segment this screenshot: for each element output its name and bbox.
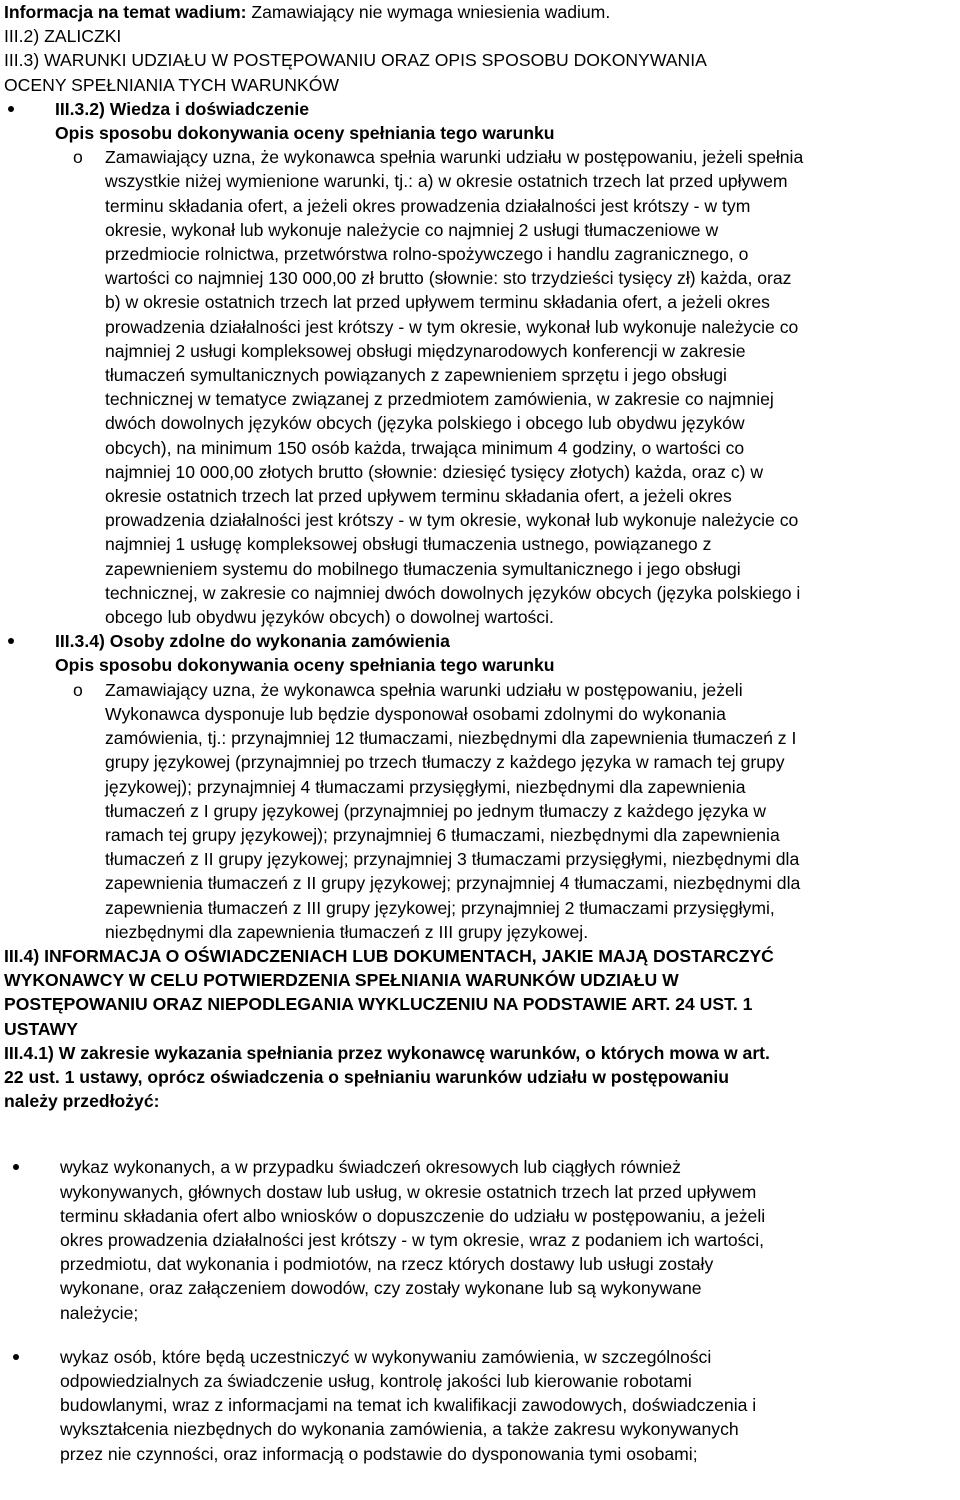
section-334-body xyxy=(4,678,956,944)
section-334 xyxy=(4,629,956,653)
paragraph-line: b) w okresie ostatnich trzech lat przed upływem terminu składania ofert, a jeżeli okres xyxy=(105,292,770,313)
bullet-icon xyxy=(8,638,14,644)
paragraph-line: tłumaczeń symultanicznych powiązanych z zapewnieniem sprzętu i jego obsługi xyxy=(105,365,727,386)
section-3-heading-line2: OCENY SPEŁNIANIA TYCH WARUNKÓW xyxy=(4,74,339,95)
paragraph-line: obcych), na minimum 150 osób każda, trwająca minimum 4 godziny, o wartości co xyxy=(105,437,745,458)
list-item-line: wykaz osób, które będą uczestniczyć w wykonywaniu zamówienia, w szczególności xyxy=(60,1346,712,1367)
paragraph-line: najmniej 10 000,00 złotych brutto (słownie: dziesięć tysięcy złotych) każda, oraz c) w xyxy=(105,461,764,482)
circle-bullet-icon: o xyxy=(73,679,83,700)
paragraph-line: zamówienia, tj.: przynajmniej 12 tłumaczami, niezbędnymi dla zapewnienia tłumaczeń z I xyxy=(105,728,797,749)
zaliczki-heading: III.2) ZALICZKI xyxy=(4,26,122,47)
paragraph-line: dwóch dowolnych języków obcych (języka polskiego i obcego lub obydwu języków xyxy=(105,413,745,434)
list-item xyxy=(4,1345,956,1466)
paragraph-line: niezbędnymi dla zapewnienia tłumaczeń z III grupy językowej. xyxy=(105,921,589,942)
section-332-opis: Opis sposobu dokonywania oceny spełniania tego warunku xyxy=(55,123,555,144)
paragraph-line: Zamawiający uzna, że wykonawca spełnia warunki udziału w postępowaniu, jeżeli spełnia xyxy=(105,147,804,168)
section-332-title: III.3.2) Wiedza i doświadczenie xyxy=(55,98,310,119)
list-item-line: odpowiedzialnych za świadczenie usług, kontrolę jakości lub kierowanie robotami xyxy=(60,1370,692,1391)
list-item xyxy=(4,1155,956,1324)
section-3-heading-line1: III.3) WARUNKI UDZIAŁU W POSTĘPOWANIU ORAZ OPIS SPOSOBU DOKONYWANIA xyxy=(4,50,707,71)
list-item-line: przez nie czynności, oraz informacją o podstawie do dysponowania tymi osobami; xyxy=(60,1443,698,1464)
section-334-opis: Opis sposobu dokonywania oceny spełniania tego warunku xyxy=(55,655,555,676)
paragraph-line: okresie, wykonał lub wykonuje należycie co najmniej 2 usługi tłumaczeniowe w xyxy=(105,219,719,240)
paragraph-line: Zamawiający uzna, że wykonawca spełnia warunki udziału w postępowaniu, jeżeli xyxy=(105,679,743,700)
section-341-line: III.4.1) W zakresie wykazania spełniania przez wykonawcę warunków, o których mowa w art. xyxy=(4,1042,770,1063)
paragraph-line: najmniej 1 usługę kompleksowej obsługi tłumaczenia ustnego, powiązanego z xyxy=(105,534,712,555)
paragraph-line: najmniej 2 usługi kompleksowej obsługi międzynarodowych konferencji w zakresie xyxy=(105,340,746,361)
list-item-line: wykonywanych, głównych dostaw lub usług, w okresie ostatnich trzech lat przed upływem xyxy=(60,1181,757,1202)
paragraph-line: Wykonawca dysponuje lub będzie dysponował osobami zdolnymi do wykonania xyxy=(105,703,726,724)
section-332 xyxy=(4,97,956,145)
list-item-line: wykonane, oraz załączeniem dowodów, czy zostały wykonane lub są wykonywane xyxy=(60,1278,702,1299)
section-332-body xyxy=(4,145,956,629)
section-34-title-line: WYKONAWCY W CELU POTWIERDZENIA SPEŁNIANIA WARUNKÓW UDZIAŁU W xyxy=(4,970,679,991)
paragraph-line: zapewnienia tłumaczeń z II grupy językowej; przynajmniej 4 tłumaczami, niezbędnymi dla xyxy=(105,873,801,894)
list-item-line: okres prowadzenia działalności jest krótszy - w tym okresie, wraz z podaniem ich wartości, xyxy=(60,1229,765,1250)
paragraph-line: przedmiocie rolnictwa, przetwórstwa rolno-spożywczego i handlu zagranicznego, o xyxy=(105,244,749,265)
paragraph-line: ramach tej grupy językowej); przynajmniej 6 tłumaczami, niezbędnymi dla zapewnienia xyxy=(105,824,780,845)
list-item-line: należycie; xyxy=(60,1302,139,1323)
paragraph-line: technicznej, w zakresie co najmniej dwóch dowolnych języków obcych (języka polskiego i xyxy=(105,582,801,603)
bullet-icon xyxy=(8,106,14,112)
bullet-icon xyxy=(13,1354,19,1360)
list-item-line: terminu składania ofert albo wniosków o dopuszczenie do udziału w postępowaniu, a jeżeli xyxy=(60,1205,766,1226)
section-341-heading xyxy=(4,1041,956,1114)
paragraph-line: wartości co najmniej 130 000,00 zł brutto (słownie: sto trzydzieści tysięcy zł) każda, oraz xyxy=(105,268,792,289)
paragraph-line: okresie ostatnich trzech lat przed upływem terminu składania ofert, a jeżeli okres xyxy=(105,486,732,507)
section-34-title-line: POSTĘPOWANIU ORAZ NIEPODLEGANIA WYKLUCZENIU NA PODSTAWIE ART. 24 UST. 1 xyxy=(4,994,753,1015)
section-341-line: 22 ust. 1 ustawy, oprócz oświadczenia o spełnianiu warunków udziału w postępowaniu xyxy=(4,1066,730,1087)
section-334-opis-row xyxy=(4,653,956,677)
section-34-title-line: III.4) INFORMACJA O OŚWIADCZENIACH LUB DOKUMENTACH, JAKIE MAJĄ DOSTARCZYĆ xyxy=(4,945,774,966)
paragraph-line: tłumaczeń z II grupy językowej; przynajmniej 3 tłumaczami przysięgłymi, niezbędnymi dla xyxy=(105,849,800,870)
section-334-title: III.3.4) Osoby zdolne do wykonania zamówienia xyxy=(55,631,450,652)
wadium-line xyxy=(4,0,956,24)
list-item-line: wykształcenia niezbędnych do wykonania zamówienia, a także zakresu wykonywanych xyxy=(60,1419,739,1440)
paragraph-line: grupy językowej (przynajmniej po trzech tłumaczy z każdego języka w ramach tej grupy xyxy=(105,752,785,773)
section-34-heading xyxy=(4,944,956,1041)
wadium-label: Informacja na temat wadium: xyxy=(4,2,247,22)
paragraph-line: prowadzenia działalności jest krótszy - w tym okresie, wykonał lub wykonuje należycie co xyxy=(105,510,799,531)
paragraph-line: terminu składania ofert, a jeżeli okres prowadzenia działalności jest krótszy - w tym xyxy=(105,195,751,216)
paragraph-line: prowadzenia działalności jest krótszy - w tym okresie, wykonał lub wykonuje należycie co xyxy=(105,316,799,337)
circle-bullet-icon: o xyxy=(73,147,83,168)
bullet-icon xyxy=(13,1164,19,1170)
section-34-title-line: USTAWY xyxy=(4,1018,78,1039)
paragraph-line: wszystkie niżej wymienione warunki, tj.: a) w okresie ostatnich trzech lat przed upływem xyxy=(105,171,788,192)
wadium-text: Zamawiający nie wymaga wniesienia wadium. xyxy=(251,2,611,22)
paragraph-line: zapewnieniem systemu do mobilnego tłumaczenia symultanicznego i jego obsługi xyxy=(105,558,741,579)
list-item-line: wykaz wykonanych, a w przypadku świadczeń okresowych lub ciągłych również xyxy=(60,1157,681,1178)
list-item-line: przedmiotu, dat wykonania i podmiotów, na rzecz których dostawy lub usługi zostały xyxy=(60,1254,714,1275)
paragraph-line: tłumaczeń z I grupy językowej (przynajmniej po jednym tłumaczy z każdego języka w xyxy=(105,800,767,821)
paragraph-line: obcego lub obydwu języków obcych) o dowolnej wartości. xyxy=(105,607,554,628)
paragraph-line: językowej); przynajmniej 4 tłumaczami przysięgłymi, niezbędnymi dla zapewnienia xyxy=(105,776,746,797)
paragraph-line: technicznej w tematyce związanej z przedmiotem zamówienia, w zakresie co najmniej xyxy=(105,389,774,410)
section-341-line: należy przedłożyć: xyxy=(4,1091,160,1112)
paragraph-line: zapewnienia tłumaczeń z III grupy językowej; przynajmniej 2 tłumaczami przysięgłymi, xyxy=(105,897,775,918)
list-item-line: budowlanymi, wraz z informacjami na temat ich kwalifikacji zawodowych, doświadczenia i xyxy=(60,1395,757,1416)
